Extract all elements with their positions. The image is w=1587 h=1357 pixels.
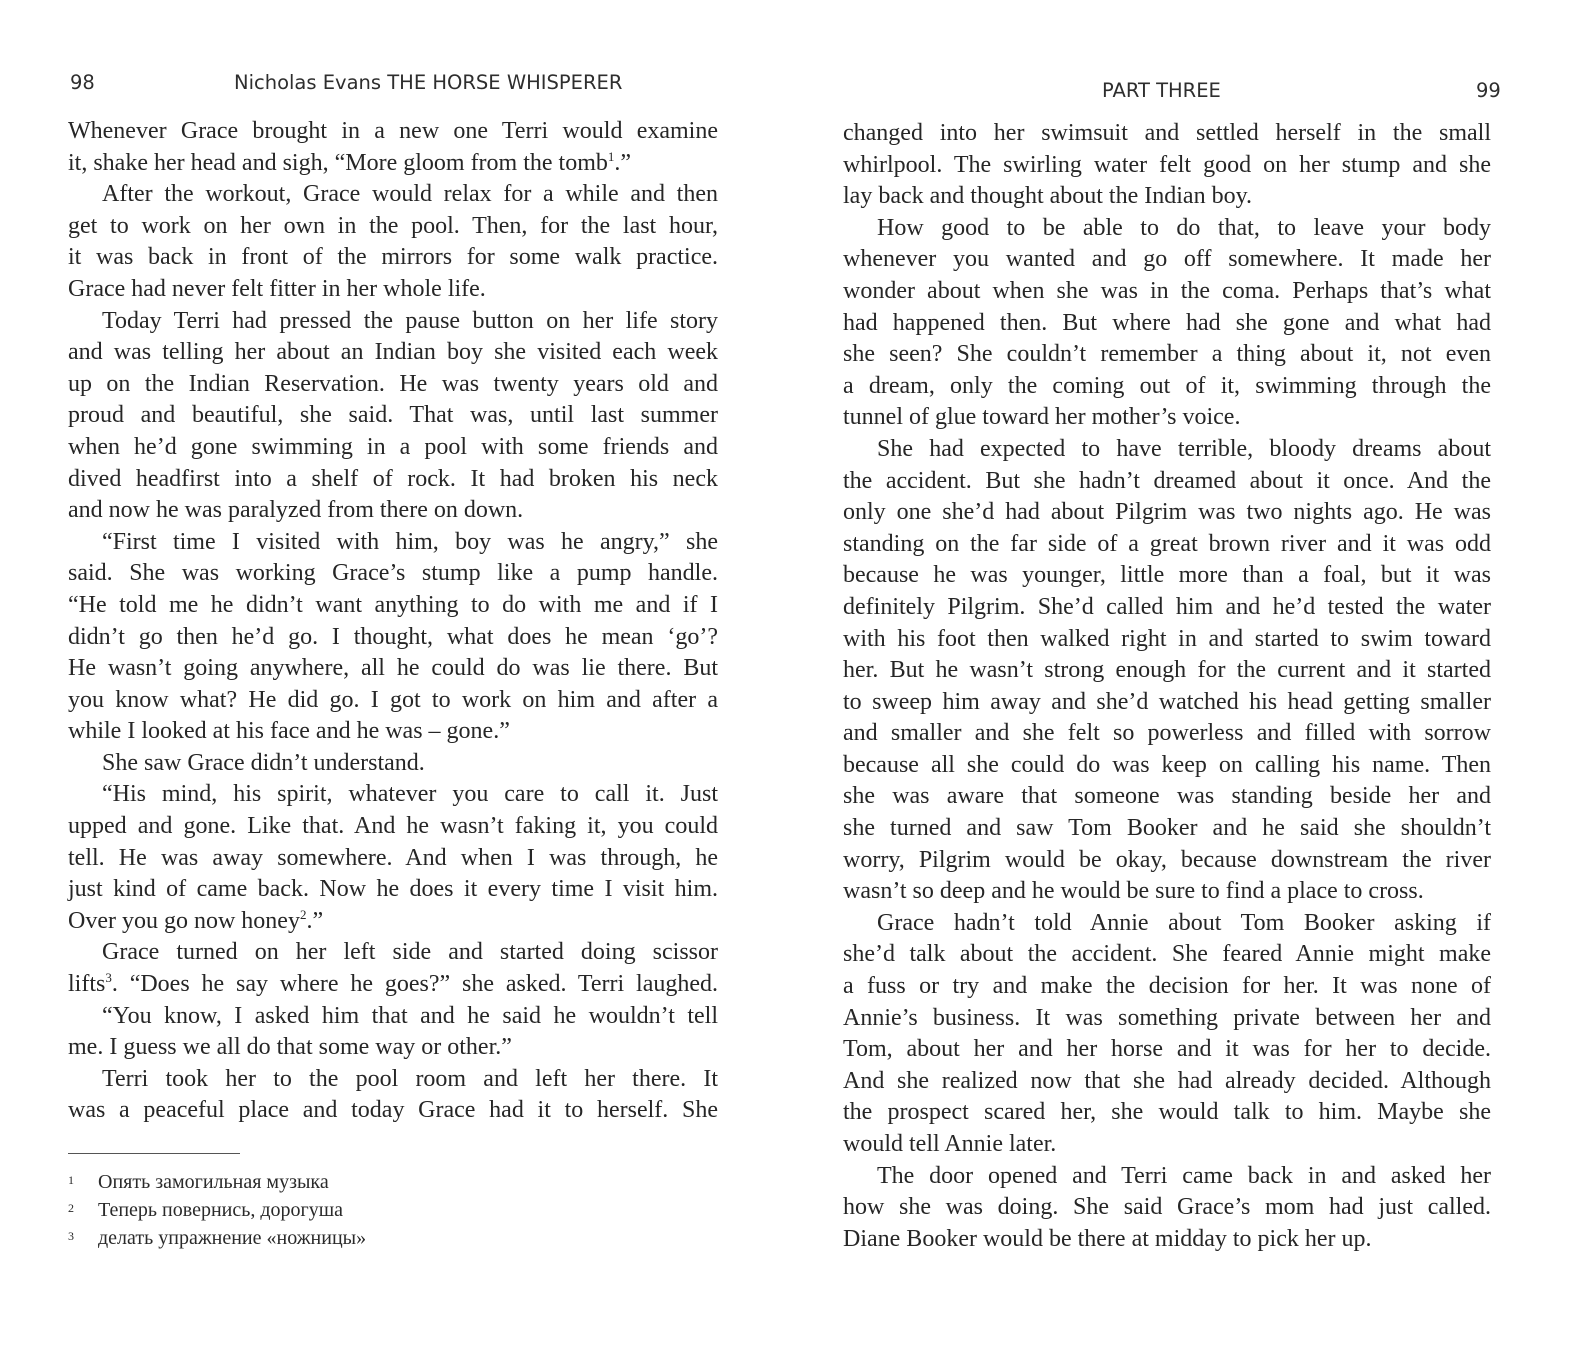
text-line: lay back and thought about the Indian boy. bbox=[843, 183, 1253, 210]
footnote-mark: 1 bbox=[68, 1173, 74, 1187]
running-head-author-title: Nicholas Evans THE HORSE WHISPERER bbox=[234, 71, 623, 94]
text-line: and was telling her about an Indian boy she visited each week bbox=[68, 339, 718, 366]
text-line: she seen? She couldn’t remember a thing about it, not even bbox=[843, 341, 1491, 368]
text-line: whenever you wanted and go off somewhere. It made her bbox=[843, 246, 1491, 273]
footnote-text: Теперь повернись, дорогуша bbox=[98, 1199, 343, 1221]
text-line: Tom, about her and her horse and it was for her to decide. bbox=[843, 1036, 1491, 1063]
text-line: with his foot then walked right in and started to swim toward bbox=[843, 625, 1491, 652]
text-line: standing on the far side of a great brown river and it was odd bbox=[843, 530, 1491, 557]
left-page-body bbox=[68, 116, 718, 1127]
text-line: and smaller and she felt so powerless and filled with sorrow bbox=[843, 720, 1491, 747]
text-line: would tell Annie later. bbox=[843, 1131, 1057, 1157]
footnote-mark: 3 bbox=[68, 1229, 74, 1243]
text-line: her. But he wasn’t strong enough for the current and it started bbox=[843, 657, 1491, 684]
footnote-text: Опять замогильная музыка bbox=[98, 1171, 329, 1193]
text-line: while I looked at his face and he was – gone.” bbox=[68, 718, 510, 745]
text-line: After the workout, Grace would relax for a while and then bbox=[102, 181, 718, 208]
text-line: Over you go now honey$^2$.” bbox=[68, 906, 324, 934]
right-page bbox=[793, 0, 1587, 1357]
text-line: How good to be able to do that, to leave your body bbox=[877, 214, 1491, 241]
text-line: And she realized now that she had already decided. Although bbox=[843, 1067, 1491, 1094]
text-line: had happened then. But where had she gone and what had bbox=[843, 309, 1491, 336]
text-line: “His mind, his spirit, whatever you care to call it. Just bbox=[102, 781, 718, 808]
text-line: tunnel of glue toward her mother’s voice. bbox=[843, 404, 1241, 431]
text-line: you know what? He did go. I got to work on him and after a bbox=[68, 686, 718, 713]
text-line: the accident. But she hadn’t dreamed about it once. And the bbox=[843, 467, 1491, 494]
text-line: Terri took her to the pool room and left her there. It bbox=[102, 1065, 718, 1092]
footnote-ref: 3 bbox=[105, 970, 112, 986]
text-line: get to work on her own in the pool. Then, for the last hour, bbox=[68, 212, 718, 239]
text-line: how she was doing. She said Grace’s mom had just called. bbox=[843, 1194, 1491, 1221]
text-line: definitely Pilgrim. She’d called him and he’d tested the water bbox=[843, 593, 1491, 620]
text-line: me. I guess we all do that some way or other.” bbox=[68, 1034, 512, 1061]
text-line: lifts$^3$. “Does he say where he goes?” she asked. Terri laughed. bbox=[68, 970, 718, 998]
text-line: was a peaceful place and today Grace had it to herself. She bbox=[68, 1097, 718, 1124]
left-page bbox=[0, 0, 793, 1357]
text-line: the prospect scared her, she would talk to him. Maybe she bbox=[843, 1099, 1491, 1126]
text-line: it, shake her head and sigh, “More gloom from the tomb$^1$.” bbox=[68, 148, 632, 176]
text-line: said. She was working Grace’s stump like a pump handle. bbox=[68, 560, 718, 587]
footnote-mark: 2 bbox=[68, 1201, 74, 1215]
text-line: Today Terri had pressed the pause button on her life story bbox=[102, 307, 718, 334]
text-line: she turned and saw Tom Booker and he said she shouldn’t bbox=[843, 815, 1491, 842]
text-line: and now he was paralyzed from there on down. bbox=[68, 497, 524, 524]
text-line: up on the Indian Reservation. He was twenty years old and bbox=[68, 370, 718, 397]
text-line: wonder about when she was in the coma. Perhaps that’s what bbox=[843, 277, 1491, 304]
text-line: Grace had never felt fitter in her whole life. bbox=[68, 275, 486, 302]
text-line: dived headfirst into a shelf of rock. It had broken his neck bbox=[68, 465, 718, 492]
right-page-body bbox=[843, 118, 1491, 1255]
text-line: whirlpool. The swirling water felt good on her stump and she bbox=[843, 151, 1491, 178]
footnote-ref: 2 bbox=[299, 906, 307, 922]
footnote-text: делать упражнение «ножницы» bbox=[98, 1227, 367, 1249]
text-line: she was aware that someone was standing beside her and bbox=[843, 783, 1491, 810]
text-line: to sweep him away and she’d watched his head getting smaller bbox=[843, 688, 1491, 715]
page-number: 98 bbox=[70, 71, 95, 94]
text-line: The door opened and Terri came back in and asked her bbox=[877, 1162, 1491, 1189]
text-line: She saw Grace didn’t understand. bbox=[102, 749, 425, 776]
text-line: tell. He was away somewhere. And when I was through, he bbox=[68, 844, 718, 871]
text-line: Grace hadn’t told Annie about Tom Booker asking if bbox=[877, 909, 1491, 936]
text-line: only one she’d had about Pilgrim was two nights ago. He was bbox=[843, 499, 1491, 526]
text-line: “First time I visited with him, boy was he angry,” she bbox=[102, 528, 718, 555]
footnote-divider bbox=[68, 1153, 240, 1154]
text-line: “He told me he didn’t want anything to do with me and if I bbox=[68, 591, 718, 618]
text-line: Grace turned on her left side and started doing scissor bbox=[102, 939, 718, 966]
page-number: 99 bbox=[1476, 79, 1501, 102]
text-line: when he’d gone swimming in a pool with some friends and bbox=[68, 433, 718, 460]
text-line: it was back in front of the mirrors for some walk practice. bbox=[68, 244, 718, 271]
text-line: worry, Pilgrim would be okay, because downstream the river bbox=[843, 846, 1491, 873]
text-line: she’d talk about the accident. She feared Annie might make bbox=[843, 941, 1491, 968]
text-line: because he was younger, little more than a foal, but it was bbox=[843, 562, 1491, 589]
text-line: Annie’s business. It was something private between her and bbox=[843, 1004, 1491, 1031]
text-line: because all she could do was keep on calling his name. Then bbox=[843, 751, 1491, 778]
text-line: “You know, I asked him that and he said he wouldn’t tell bbox=[102, 1002, 718, 1029]
text-line: didn’t go then he’d go. I thought, what does he mean ‘go’? bbox=[68, 623, 718, 650]
text-line: proud and beautiful, she said. That was, until last summer bbox=[68, 402, 718, 429]
text-line: He wasn’t going anywhere, all he could do was lie there. But bbox=[68, 655, 718, 682]
text-line: wasn’t so deep and he would be sure to find a place to cross. bbox=[843, 878, 1424, 905]
text-line: She had expected to have terrible, bloody dreams about bbox=[877, 435, 1491, 462]
text-line: changed into her swimsuit and settled herself in the small bbox=[843, 120, 1491, 146]
text-line: Whenever Grace brought in a new one Terri would examine bbox=[68, 118, 718, 144]
running-head-part: PART THREE bbox=[1102, 79, 1221, 102]
text-line: a fuss or try and make the decision for her. It was none of bbox=[843, 973, 1491, 1000]
text-line: a dream, only the coming out of it, swimming through the bbox=[843, 372, 1491, 399]
text-line: just kind of came back. Now he does it every time I visit him. bbox=[68, 876, 718, 903]
footnote-ref: 1 bbox=[607, 148, 615, 164]
text-line: Diane Booker would be there at midday to pick her up. bbox=[843, 1225, 1372, 1252]
text-line: upped and gone. Like that. And he wasn’t faking it, you could bbox=[68, 813, 718, 840]
